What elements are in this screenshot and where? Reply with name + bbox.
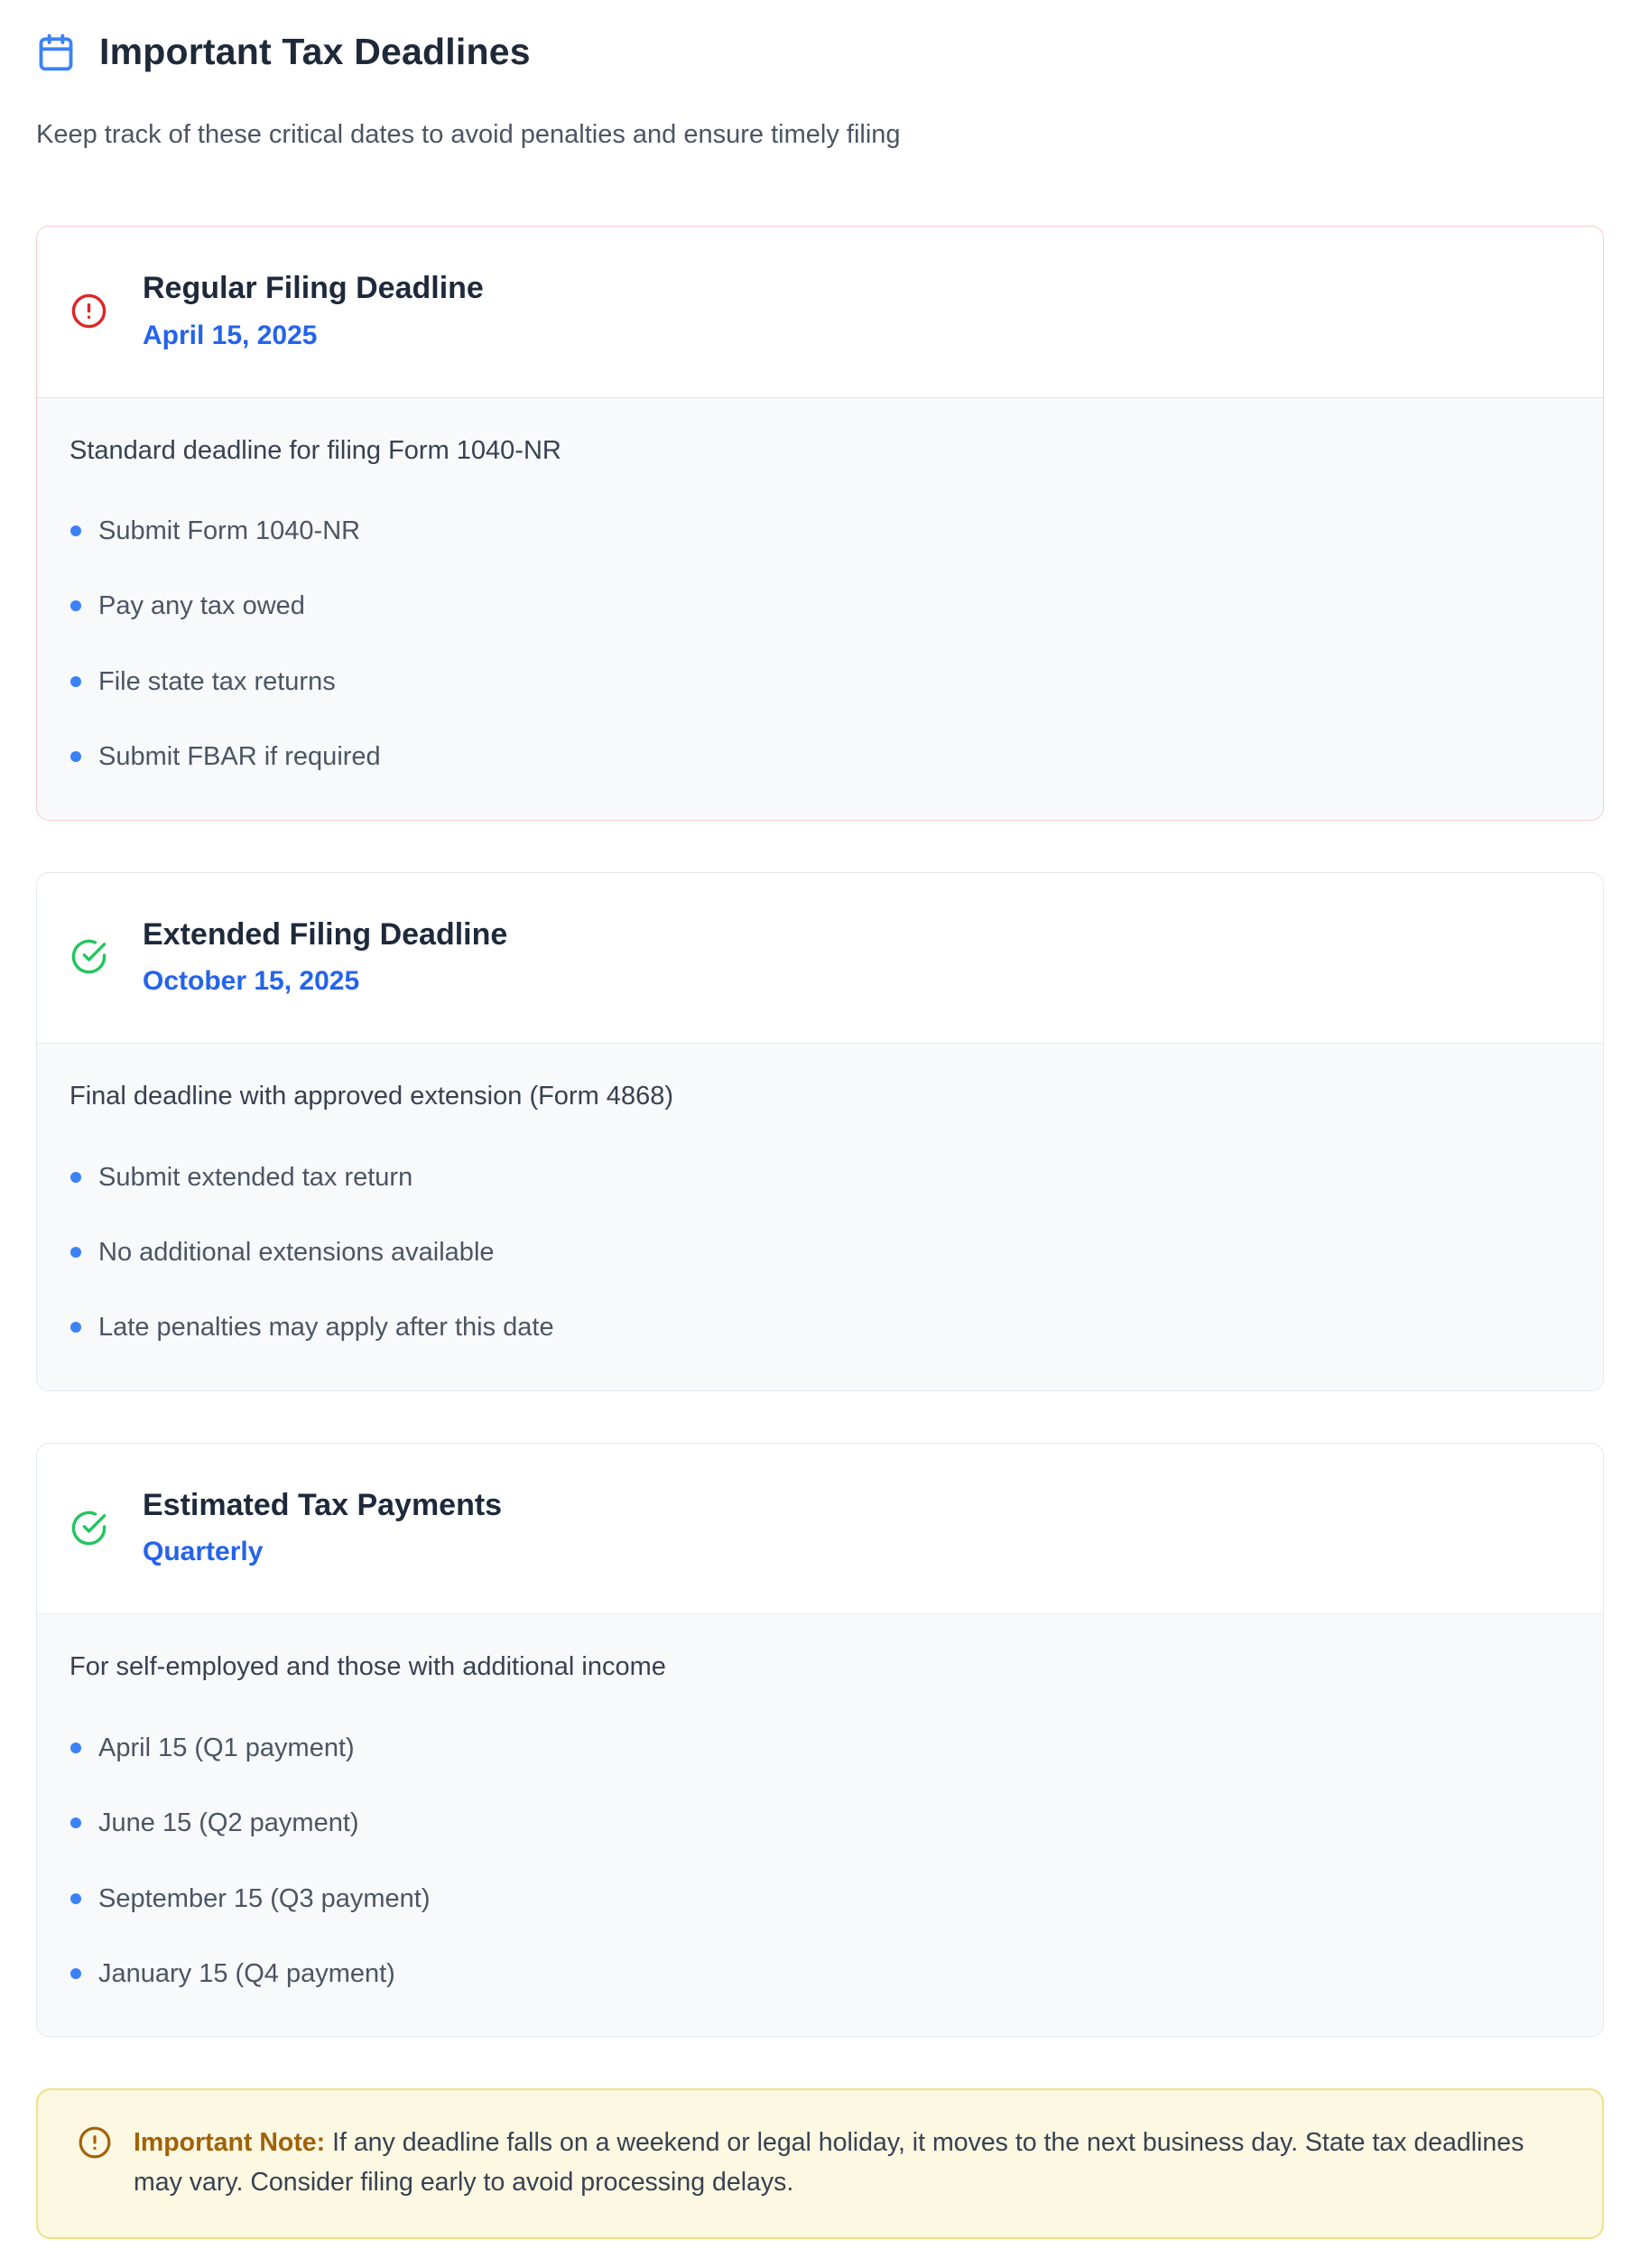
- list-item: [70, 667, 1560, 697]
- list-item: [70, 1238, 1560, 1268]
- bullet-dot-icon: [70, 1968, 81, 1979]
- card-date: April 15, 2025: [143, 320, 318, 350]
- page-title: Important Tax Deadlines: [99, 31, 531, 72]
- bullet-dot-icon: [70, 1247, 81, 1258]
- list-item: [70, 591, 1560, 621]
- check-circle-icon: [70, 938, 107, 975]
- card-description: For self-employed and those with additional income: [70, 1652, 666, 1682]
- bullet-dot-icon: [70, 1893, 81, 1904]
- list-item: [70, 1313, 1560, 1343]
- list-item: [70, 1163, 1560, 1193]
- list-item: [70, 742, 1560, 772]
- list-item: [70, 516, 1560, 546]
- card-date: Quarterly: [143, 1537, 264, 1567]
- important-note-banner: [36, 2088, 1604, 2238]
- card-item-list: [70, 1734, 1560, 1989]
- bullet-dot-icon: [70, 1322, 81, 1333]
- list-item-label: September 15 (Q3 payment): [98, 1883, 431, 1913]
- list-item: [70, 1959, 1560, 1989]
- list-item: [70, 1734, 1560, 1763]
- card-body: [37, 1043, 1603, 1390]
- card-header: [37, 1444, 1603, 1614]
- card-body: [37, 397, 1603, 820]
- card-item-list: [70, 1163, 1560, 1343]
- important-note-body: If any deadline falls on a weekend or legal holiday, it moves to the next business day. State tax deadlines may vary. Consider filing early to avoid processing delays.: [134, 2128, 1524, 2198]
- bullet-dot-icon: [70, 1743, 81, 1753]
- bullet-dot-icon: [70, 751, 81, 762]
- card-header-text: [143, 270, 484, 352]
- card-header-text: [143, 916, 507, 999]
- card-body: [37, 1613, 1603, 2036]
- list-item-label: File state tax returns: [98, 666, 336, 696]
- card-header-text: [143, 1487, 502, 1569]
- page-subtitle: Keep track of these critical dates to avoid penalties and ensure timely filing: [36, 120, 901, 149]
- list-item-label: Submit Form 1040-NR: [98, 516, 361, 546]
- deadline-card-estimated: [36, 1443, 1604, 2038]
- list-item-label: Submit extended tax return: [98, 1162, 413, 1192]
- alert-circle-icon: [70, 293, 107, 330]
- list-item-label: April 15 (Q1 payment): [98, 1733, 355, 1762]
- list-item-label: Pay any tax owed: [98, 591, 305, 621]
- important-note-label: Important Note:: [134, 2128, 326, 2158]
- deadline-card-extended: [36, 872, 1604, 1391]
- card-header: [37, 873, 1603, 1044]
- deadline-card-regular: [36, 226, 1604, 821]
- bullet-dot-icon: [70, 600, 81, 611]
- bullet-dot-icon: [70, 525, 81, 536]
- card-description: Final deadline with approved extension (Form 4868): [70, 1082, 673, 1111]
- list-item: [70, 1884, 1560, 1914]
- check-circle-icon: [70, 1510, 107, 1547]
- alert-circle-icon: [78, 2123, 112, 2160]
- bullet-dot-icon: [70, 676, 81, 687]
- list-item-label: Late penalties may apply after this date: [98, 1313, 554, 1343]
- page-header: [36, 31, 1604, 73]
- card-title: Regular Filing Deadline: [143, 271, 484, 305]
- list-item-label: June 15 (Q2 payment): [98, 1808, 359, 1838]
- bullet-dot-icon: [70, 1172, 81, 1183]
- card-header: [37, 227, 1603, 397]
- card-item-list: [70, 516, 1560, 772]
- list-item-label: Submit FBAR if required: [98, 742, 381, 772]
- bullet-dot-icon: [70, 1817, 81, 1828]
- card-title: Extended Filing Deadline: [143, 916, 508, 952]
- list-item-label: No additional extensions available: [98, 1238, 495, 1267]
- list-item-label: January 15 (Q4 payment): [98, 1958, 395, 1988]
- calendar-icon: [36, 33, 76, 72]
- card-date: October 15, 2025: [143, 966, 360, 997]
- card-description: Standard deadline for filing Form 1040-NR: [70, 435, 561, 465]
- list-item: [70, 1808, 1560, 1838]
- card-title: Estimated Tax Payments: [143, 1487, 503, 1522]
- tax-deadlines-page: [36, 0, 1604, 2239]
- important-note-text: [134, 2123, 1548, 2202]
